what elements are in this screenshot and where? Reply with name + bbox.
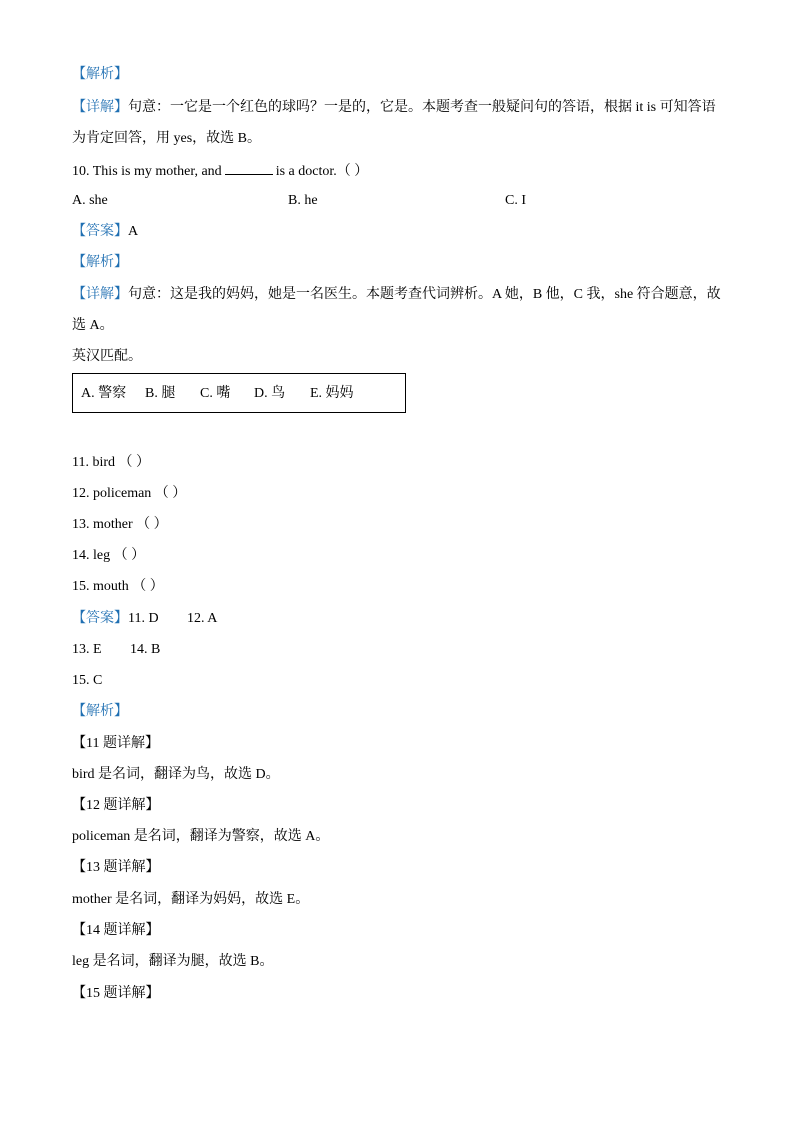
q9-analysis-label: 【解析】 bbox=[72, 67, 128, 82]
q9-detail-text1: 句意：一它是一个红色的球吗？一是的，它是。本题考查一般疑问句的答语，根据 it is 可知答语 bbox=[128, 100, 716, 115]
matching-instruction: 英汉匹配。 bbox=[72, 349, 142, 364]
detail-14-text: leg 是名词，翻译为腿，故选 B。 bbox=[72, 954, 274, 969]
box-item-b: B. 腿 bbox=[145, 386, 176, 401]
detail-13-text: mother 是名词，翻译为妈妈，故选 E。 bbox=[72, 892, 310, 907]
q10-option-a: A. she bbox=[72, 193, 108, 208]
q10-detail-text1: 句意：这是我的妈妈，她是一名医生。本题考查代词辨析。A 她，B 他，C 我，she 符合题意，故 bbox=[128, 287, 721, 302]
detail-15-label: 【15 题详解】 bbox=[72, 986, 160, 1001]
q10-answer bbox=[72, 222, 138, 242]
q10-analysis-label: 【解析】 bbox=[72, 255, 128, 270]
detail-11-label: 【11 题详解】 bbox=[72, 736, 159, 751]
q10-detail-line2: 选 A。 bbox=[72, 318, 114, 333]
q9-detail-label: 【详解】 bbox=[72, 100, 128, 115]
q10-suffix: is a doctor.（ ） bbox=[275, 164, 369, 179]
q10-answer-value: A bbox=[128, 224, 139, 239]
detail-13-label: 【13 题详解】 bbox=[72, 860, 160, 875]
matching-answer-11: 11. D bbox=[128, 611, 159, 626]
q10-prefix: 10. This is my mother, and bbox=[72, 164, 222, 179]
matching-question-12: 12. policeman （ ） bbox=[72, 486, 187, 501]
box-item-a: A. 警察 bbox=[81, 386, 127, 401]
matching-word-box bbox=[72, 373, 406, 413]
q9-detail-line1 bbox=[72, 98, 716, 118]
box-item-c: C. 嘴 bbox=[200, 386, 231, 401]
q10-detail-line1 bbox=[72, 285, 721, 305]
q10-answer-label: 【答案】 bbox=[72, 224, 128, 239]
matching-answer-13: 13. E bbox=[72, 642, 102, 657]
matching-answer-label: 【答案】 bbox=[72, 611, 128, 626]
matching-question-13: 13. mother （ ） bbox=[72, 517, 168, 532]
matching-answer-14: 14. B bbox=[130, 642, 161, 657]
matching-question-11: 11. bird （ ） bbox=[72, 455, 151, 470]
matching-answer-12: 12. A bbox=[187, 611, 218, 626]
detail-12-label: 【12 题详解】 bbox=[72, 798, 160, 813]
q10-option-c: C. I bbox=[505, 193, 526, 208]
q9-detail-line2: 为肯定回答，用 yes，故选 B。 bbox=[72, 131, 261, 146]
matching-question-14: 14. leg （ ） bbox=[72, 548, 146, 563]
matching-answer-15: 15. C bbox=[72, 673, 103, 688]
matching-question-15: 15. mouth （ ） bbox=[72, 579, 164, 594]
matching-analysis-label: 【解析】 bbox=[72, 704, 128, 719]
q10-option-b: B. he bbox=[288, 193, 318, 208]
q10-question bbox=[72, 160, 368, 182]
box-item-e: E. 妈妈 bbox=[310, 386, 354, 401]
box-item-d: D. 鸟 bbox=[254, 386, 286, 401]
q10-blank bbox=[225, 160, 273, 175]
detail-14-label: 【14 题详解】 bbox=[72, 923, 160, 938]
q10-detail-label: 【详解】 bbox=[72, 287, 128, 302]
detail-12-text: policeman 是名词，翻译为警察，故选 A。 bbox=[72, 829, 330, 844]
detail-11-text: bird 是名词，翻译为鸟，故选 D。 bbox=[72, 767, 280, 782]
